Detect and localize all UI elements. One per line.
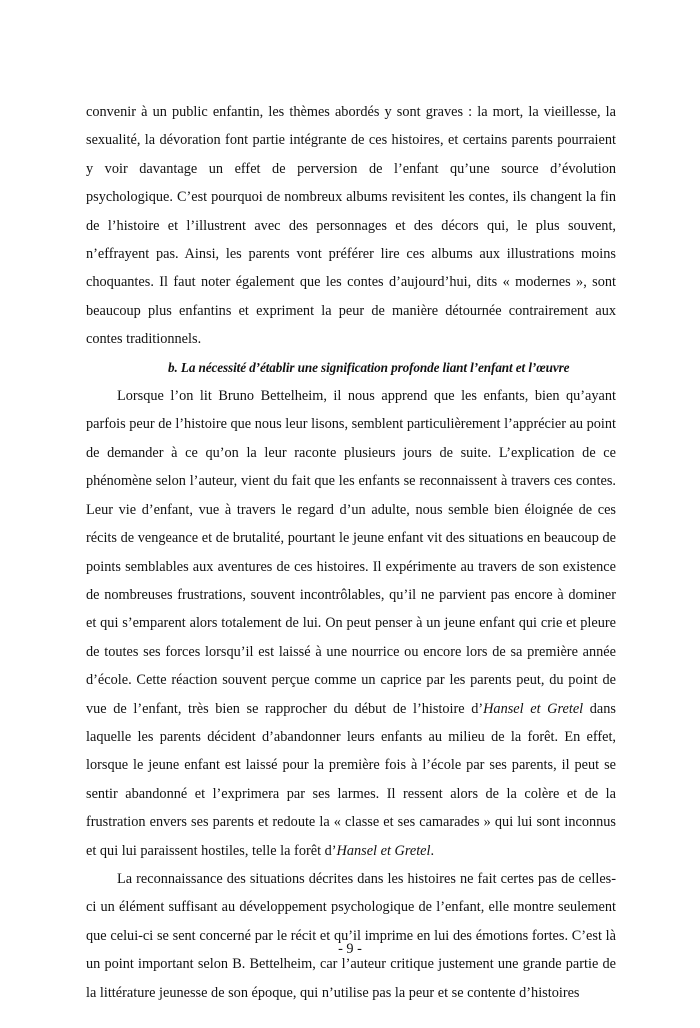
paragraph-text: dans laquelle les parents décident d’abandonner leurs enfants au milieu de la forêt. En effet, lorsque le jeune enfant est laissé pour la première fois à l’école par ses parents, il peut se sentir abandonné et l’exprimera par ses larmes. Il ressent alors de la colère et de la frustration envers ses parents et redoute la « classe et ses camarades » qui lui sont inconnus et qui lui paraissent hostiles, telle la forêt d’ — [86, 700, 616, 859]
section-heading: b. La nécessité d’établir une signification profonde liant l’enfant et l’œuvre — [168, 359, 570, 375]
body-text — [86, 98, 616, 1007]
paragraph-text: . — [430, 842, 435, 859]
page-number: - 9 - — [338, 941, 362, 957]
paragraph-bettelheim — [86, 382, 616, 865]
paragraph-reconnaissance: La reconnaissance des situations décrites dans les histoires ne fait certes pas de celles-ci un élément suffisant au développement psychologique de l’enfant, elle montre seulement que celui-ci se sent concerné par le récit et qu’il imprime en lui des émotions fortes. C’est là un point important selon B. Bettelheim, car l’auteur critique justement une grande partie de la littérature jeunesse de son époque, qui n’utilise pas la peur et se contente d’histoires — [86, 870, 616, 1001]
paragraph-text: Lorsque l’on lit Bruno Bettelheim, il nous apprend que les enfants, bien qu’ayant parfois peur de l’histoire que nous leur lisons, semblent particulièrement l’apprécier au point de demander à ce qu’on la leur raconte plusieurs jours de suite. L’explication de ce phénomène selon l’auteur, vient du fait que les enfants se reconnaissent à travers ces contes. Leur vie d’enfant, vue à travers le regard d’un adulte, nous semble bien éloignée de ces récits de vengeance et de brutalité, pourtant le jeune enfant vit des situations en beaucoup de points semblables aux aventures de ces histoires. Il expérimente au travers de son existence de nombreuses frustrations, souvent incontrôlables, qu’il ne parvient pas encore à dominer et qui s’emparent alors totalement de lui. On peut penser à un jeune enfant qui crie et pleure de toutes ses forces lorsqu’il est laissé à une nourrice ou encore lors de sa première année d’école. Cette réaction souvent perçue comme un caprice par les parents peut, du point de vue de l’enfant, très bien se rapprocher du début de l’histoire d’ — [86, 388, 617, 717]
book-title: Hansel et Gretel — [336, 842, 431, 859]
paragraph-continuation: convenir à un public enfantin, les thèmes abordés y sont graves : la mort, la vieillesse, la sexualité, la dévoration font partie intégrante de ces histoires, et certains parents pourraient y voir davantage un effet de perversion de l’enfant qu’une source d’évolution psychologique. C’est pourquoi de nombreux albums revisitent les contes, ils changent la fin de l’histoire et l’illustrent avec des personnages et des décors qui, le plus souvent, n’effrayent pas. Ainsi, les parents vont préférer lire ces albums aux illustrations moins choquantes. Il faut noter également que les contes d’aujourd’hui, dits « modernes », sont beaucoup plus enfantins et expriment la peur de manière détournée contrairement aux contes traditionnels. — [86, 104, 616, 348]
book-title: Hansel et Gretel — [483, 700, 584, 717]
